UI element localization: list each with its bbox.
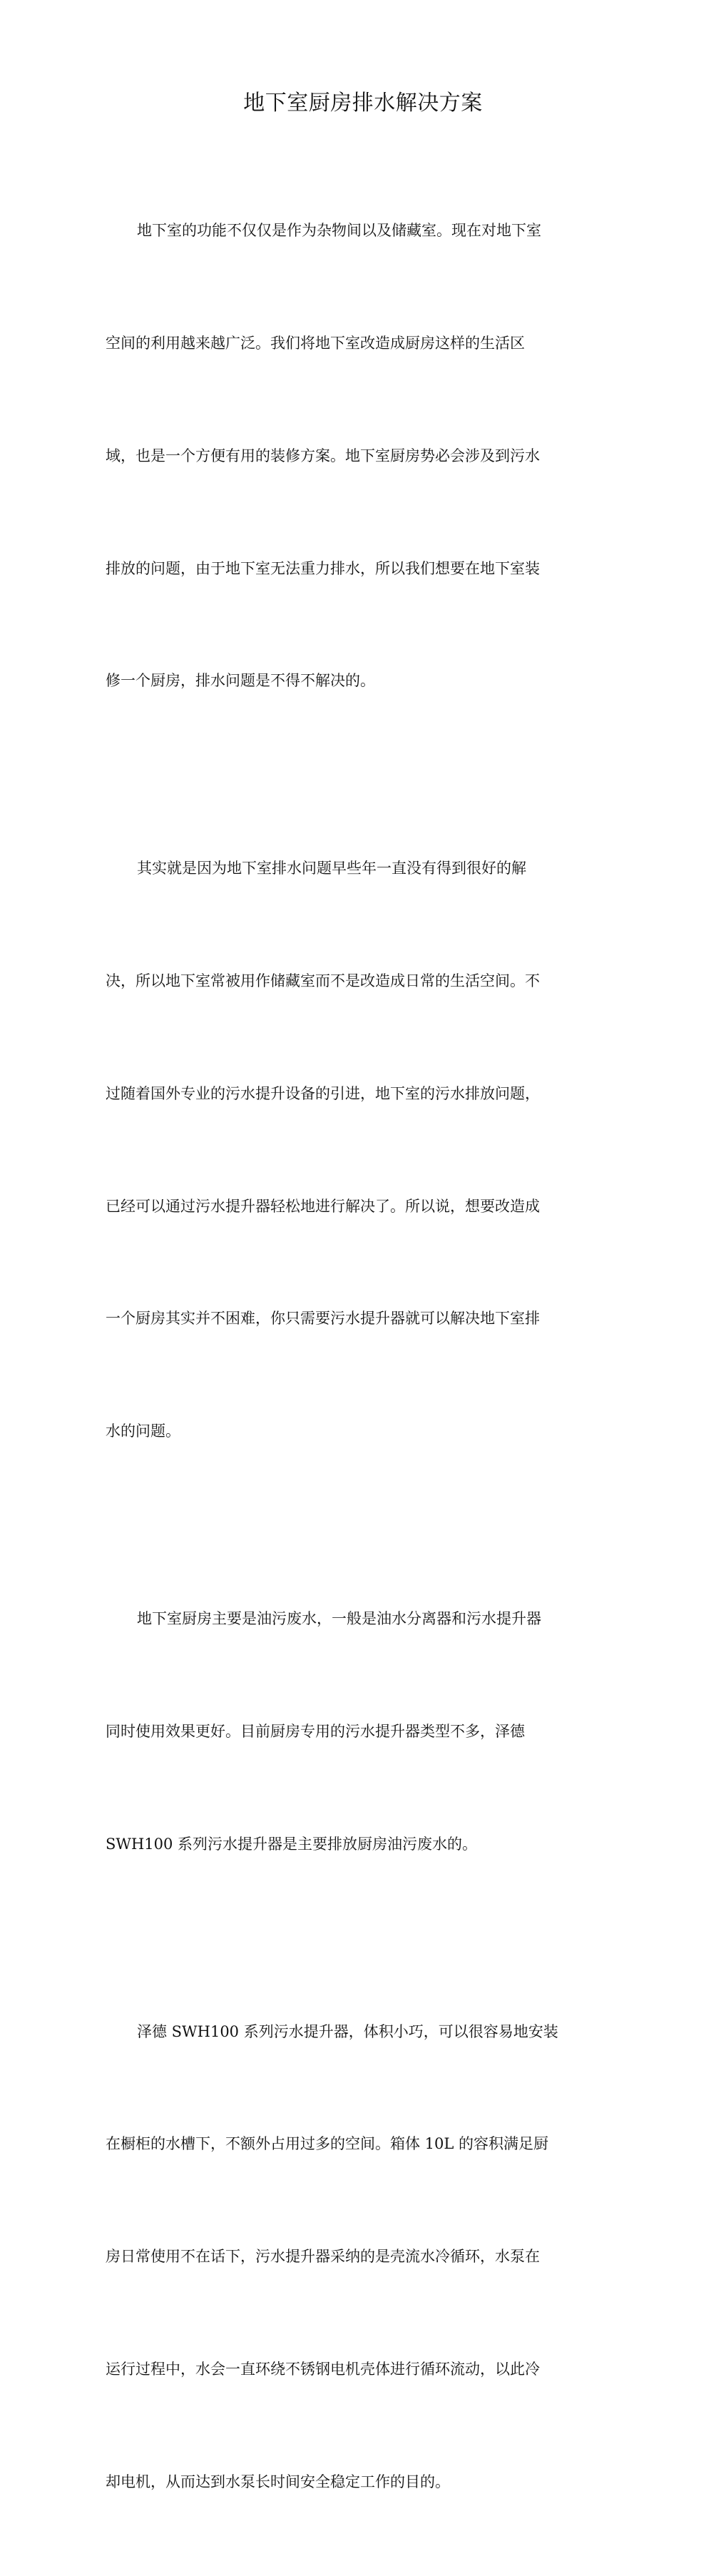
paragraph-line: 地下室的功能不仅仅是作为杂物间以及储藏室。现在对地下室	[137, 222, 541, 240]
paragraph-line: 在橱柜的水槽下，不额外占用过多的空间。箱体 10L 的容积满足厨	[106, 2135, 549, 2153]
paragraph-line: 其实就是因为地下室排水问题早些年一直没有得到很好的解	[137, 860, 526, 877]
document-title: 地下室厨房排水解决方案	[243, 91, 483, 116]
paragraph-line: 空间的利用越来越广泛。我们将地下室改造成厨房这样的生活区	[106, 334, 525, 352]
paragraph-line: 一个厨房其实并不困难，你只需要污水提升器就可以解决地下室排	[106, 1310, 540, 1328]
paragraph-line: 运行过程中，水会一直环绕不锈钢电机壳体进行循环流动，以此冷	[106, 2361, 540, 2378]
paragraph-line: 过随着国外专业的污水提升设备的引进，地下室的污水排放问题，	[106, 1084, 540, 1102]
paragraph-line: 却电机，从而达到水泵长时间安全稳定工作的目的。	[106, 2473, 450, 2490]
paragraph-line: SWH100 系列污水提升器是主要排放厨房油污废水的。	[106, 1835, 478, 1853]
paragraph-3	[106, 1525, 571, 1938]
paragraph-line: 地下室厨房主要是油污废水，一般是油水分离器和污水提升器	[137, 1610, 541, 1628]
document-body	[106, 137, 571, 2576]
paragraph-line: 房日常使用不在话下，污水提升器采纳的是壳流水冷循环，水泵在	[106, 2248, 540, 2266]
paragraph-4	[106, 1938, 571, 2576]
paragraph-1	[106, 137, 571, 775]
paragraph-line: 域，也是一个方便有用的装修方案。地下室厨房势必会涉及到污水	[106, 447, 540, 464]
paragraph-line: 已经可以通过污水提升器轻松地进行解决了。所以说，想要改造成	[106, 1197, 540, 1215]
paragraph-line: 修一个厨房，排水问题是不得不解决的。	[106, 672, 375, 690]
paragraph-line: 水的问题。	[106, 1422, 180, 1440]
paragraph-2	[106, 775, 571, 1525]
paragraph-line: 泽德 SWH100 系列污水提升器，体积小巧，可以很容易地安装	[137, 2022, 558, 2040]
paragraph-line: 决，所以地下室常被用作储藏室而不是改造成日常的生活空间。不	[106, 972, 540, 990]
paragraph-line: 排放的问题，由于地下室无法重力排水，所以我们想要在地下室装	[106, 559, 540, 577]
paragraph-line: 同时使用效果更好。目前厨房专用的污水提升器类型不多，泽德	[106, 1722, 525, 1740]
